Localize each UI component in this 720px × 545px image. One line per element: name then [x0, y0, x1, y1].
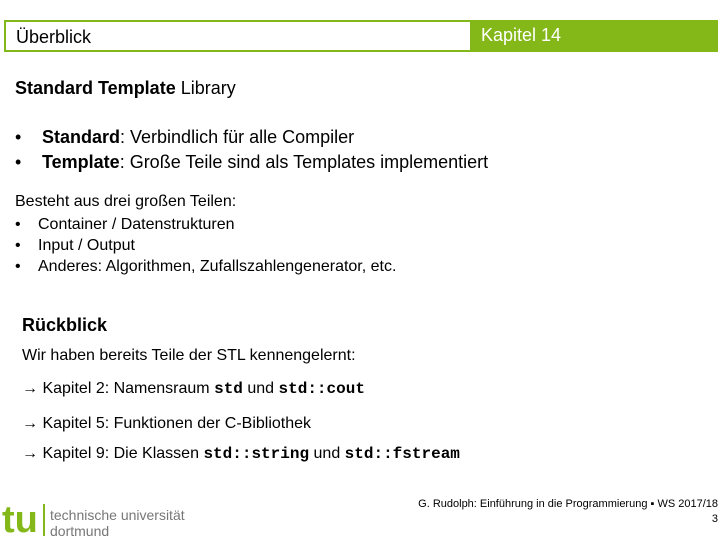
code-std-string: std::string [203, 445, 310, 463]
svg-text:technische universität: technische universität [50, 507, 185, 523]
slide-title [15, 78, 236, 99]
line-text: → Kapitel 2: Namensraum [22, 380, 210, 397]
code-std-cout: std::cout [278, 380, 365, 398]
svg-text:dortmund: dortmund [50, 523, 110, 539]
list-item: • Anderes: Algorithmen, Zufallszahlengenerator, etc. [15, 256, 396, 277]
line-connector: und [247, 380, 275, 397]
slide-title-bold: Standard Template [15, 78, 176, 98]
header-section-title-box [4, 20, 470, 52]
code-std-fstream: std::fstream [344, 445, 460, 463]
term-template-desc: : Große Teile sind als Templates implementiert [119, 152, 489, 172]
footer-credit-line: G. Rudolph: Einführung in die Programmierung ▪ WS 2017/18 [418, 498, 718, 510]
rueckblick-title: Rückblick [22, 315, 108, 335]
section-title: Überblick [16, 27, 92, 47]
term-standard: Standard [42, 127, 121, 147]
svg-text:tu: tu [2, 499, 38, 540]
rueckblick-intro: Wir haben bereits Teile der STL kennengelernt: [22, 347, 356, 364]
list-item [15, 125, 488, 150]
line-text: → Kapitel 9: Die Klassen [22, 445, 199, 462]
page-number: 3 [711, 513, 718, 525]
slide-title-rest: Library [175, 78, 236, 98]
rueckblick-line-1 [22, 380, 365, 398]
list-item: • Container / Datenstrukturen [15, 214, 396, 235]
rueckblick-line-3 [22, 445, 460, 463]
list-item [15, 150, 488, 175]
rueckblick-line-2: → Kapitel 5: Funktionen der C-Bibliothek [22, 415, 312, 432]
code-std: std [214, 380, 243, 398]
chapter-title: Kapitel 14 [481, 25, 562, 45]
parts-list [15, 214, 396, 277]
parts-intro: Besteht aus drei großen Teilen: [15, 193, 237, 210]
term-template: Template [42, 152, 120, 172]
line-connector: und [313, 445, 341, 462]
list-item: • Input / Output [15, 235, 396, 256]
term-standard-desc: : Verbindlich für alle Compiler [120, 127, 355, 147]
header-chapter-box [470, 20, 718, 52]
definition-list [15, 125, 488, 175]
footer-credit [4, 497, 718, 527]
